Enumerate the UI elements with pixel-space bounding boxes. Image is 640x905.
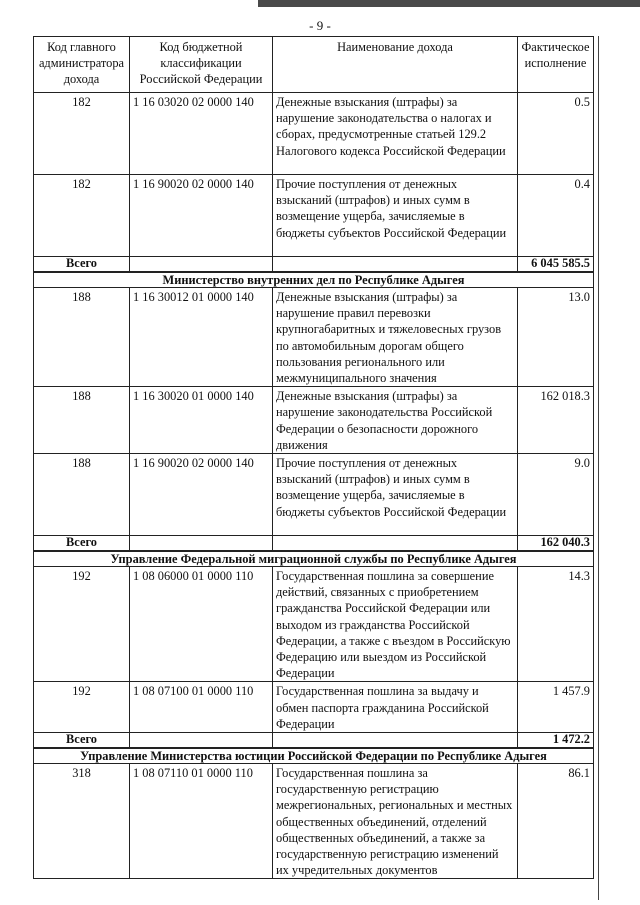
section-title-row [34,748,594,764]
amount-cell: 0.5 [518,93,594,175]
table-row [34,454,594,536]
total-amount: 162 040.3 [518,536,594,552]
total-label: Всего [34,536,130,552]
total-amount: 1 472.2 [518,733,594,749]
admin-code-cell: 192 [34,682,130,733]
amount-cell: 1 457.9 [518,682,594,733]
total-label: Всего [34,733,130,749]
empty-cell [273,257,518,273]
income-name-cell: Государственная пошлина за выдачу и обмен паспорта гражданина Российской Федерации [273,682,518,733]
income-name-cell: Прочие поступления от денежных взысканий (штрафов) и иных сумм в возмещение ущерба, зачисляемые в бюджеты субъектов Российской Федерации [273,175,518,257]
income-name-cell: Государственная пошлина за государственную регистрацию межрегиональных, региональных и местных общественных объединений, отделений общественных объединений, а также за государственную регистрацию изменений их учредительных документов [273,764,518,879]
section-title-row [34,272,594,288]
table-row [34,93,594,175]
income-name-cell: Денежные взыскания (штрафы) за нарушение законодательства Российской Федерации о безопасности дорожного движения [273,387,518,454]
income-name-cell: Денежные взыскания (штрафы) за нарушение законодательства о налогах и сборах, предусмотренные статьей 129.2 Налогового кодекса Российской Федерации [273,93,518,175]
kbk-cell: 1 16 90020 02 0000 140 [130,454,273,536]
kbk-cell: 1 16 03020 02 0000 140 [130,93,273,175]
scan-edge-bar [258,0,640,7]
total-amount: 6 045 585.5 [518,257,594,273]
empty-cell [130,257,273,273]
table-row [34,288,594,387]
amount-cell: 0.4 [518,175,594,257]
empty-cell [130,733,273,749]
amount-cell: 162 018.3 [518,387,594,454]
admin-code-cell: 192 [34,567,130,682]
amount-cell: 14.3 [518,567,594,682]
section-title-row [34,551,594,567]
table-header-row [34,37,594,93]
total-row [34,536,594,552]
table-row [34,567,594,682]
income-table [33,36,594,879]
table-row [34,764,594,879]
empty-cell [130,536,273,552]
header-actual: Фактическое исполнение [518,37,594,93]
amount-cell: 86.1 [518,764,594,879]
table-row [34,387,594,454]
amount-cell: 9.0 [518,454,594,536]
page-number: - 9 - [309,18,331,33]
admin-code-cell: 182 [34,93,130,175]
table-row [34,682,594,733]
section-title: Управление Министерства юстиции Российской Федерации по Республике Адыгея [34,748,594,764]
kbk-cell: 1 16 90020 02 0000 140 [130,175,273,257]
amount-cell: 13.0 [518,288,594,387]
header-income-name: Наименование дохода [273,37,518,93]
income-name-cell: Денежные взыскания (штрафы) за нарушение правил перевозки крупногабаритных и тяжеловесных грузов по автомобильным дорогам общего пользования регионального или межмуниципального значения [273,288,518,387]
section-title: Министерство внутренних дел по Республике Адыгея [34,272,594,288]
header-budget-code: Код бюджетной классификации Российской Федерации [130,37,273,93]
admin-code-cell: 188 [34,288,130,387]
table-row [34,175,594,257]
kbk-cell: 1 16 30012 01 0000 140 [130,288,273,387]
total-label: Всего [34,257,130,273]
admin-code-cell: 188 [34,387,130,454]
scan-margin-rule [598,36,599,900]
empty-cell [273,536,518,552]
admin-code-cell: 318 [34,764,130,879]
kbk-cell: 1 08 07110 01 0000 110 [130,764,273,879]
income-name-cell: Государственная пошлина за совершение действий, связанных с приобретением гражданства Российской Федерации или выходом из гражданства Российской Федерации, а также с въездом в Российскую Федерацию или выездом из Российской Федерации [273,567,518,682]
total-row [34,733,594,749]
total-row [34,257,594,273]
empty-cell [273,733,518,749]
admin-code-cell: 182 [34,175,130,257]
kbk-cell: 1 08 07100 01 0000 110 [130,682,273,733]
income-name-cell: Прочие поступления от денежных взысканий (штрафов) и иных сумм в возмещение ущерба, зачисляемые в бюджеты субъектов Российской Федерации [273,454,518,536]
kbk-cell: 1 16 30020 01 0000 140 [130,387,273,454]
section-title: Управление Федеральной миграционной службы по Республике Адыгея [34,551,594,567]
kbk-cell: 1 08 06000 01 0000 110 [130,567,273,682]
admin-code-cell: 188 [34,454,130,536]
header-admin-code: Код главного администратора дохода [34,37,130,93]
